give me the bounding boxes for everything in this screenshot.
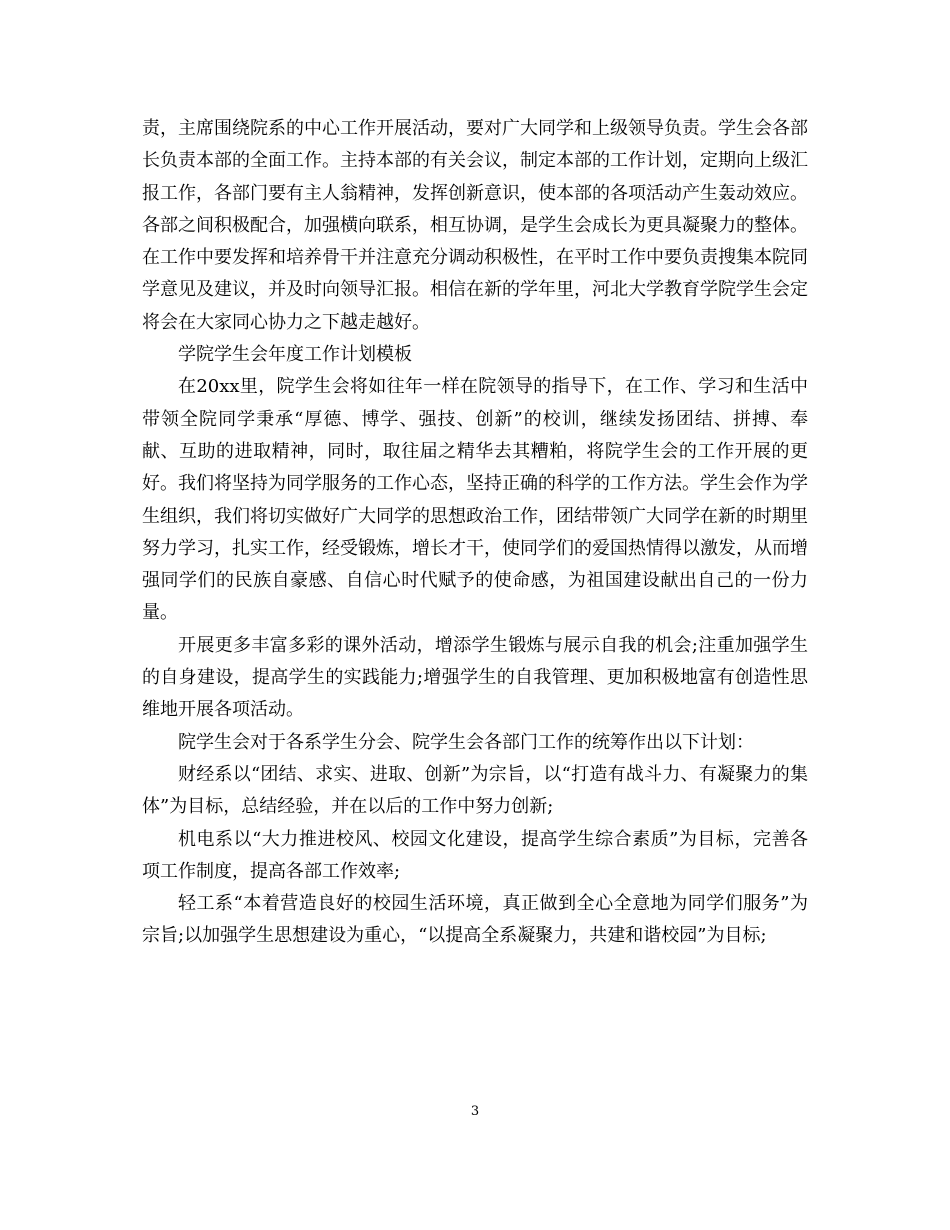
paragraph: 财经系以“团结、求实、进取、创新”为宗旨，以“打造有战斗力、有凝聚力的集体”为目标，总结经验，并在以后的工作中努力创新; (142, 763, 808, 818)
paragraph: 轻工系“本着营造良好的校园生活环境，真正做到全心全意地为同学们服务”为宗旨;以加强学生思想建设为重心，“以提高全系凝聚力，共建和谐校园”为目标; (142, 893, 808, 947)
page-number: 3 (470, 1104, 480, 1119)
paragraph: 机电系以“大力推进校风、校园文化建设，提高学生综合素质”为目标，完善各项工作制度，提高各部工作效率; (142, 828, 808, 882)
paragraph: 院学生会对于各系学生分会、院学生会各部门工作的统筹作出以下计划： (178, 731, 754, 753)
paragraph: 在20xx里，院学生会将如往年一样在院领导的指导下，在工作、学习和生活中带领全院同学秉承“厚德、博学、强技、创新”的校训，继续发扬团结、拼搏、奉献、互助的进取精神，同时，取往届之精华去其糟粕，将院学生会的工作开展的更好。我们将坚持为同学服务的工作心态，坚持正确的科学的工作方法。学生会作为学生组织，我们将切实做好广大同学的思想政治工作，团结带领广大同学在新的时期里努力学习，扎实工作，经受锻炼，增长才干，使同学们的爱国热情得以激发，从而增强同学们的民族自豪感、自信心时代赋予的使命感，为祖国建设献出自己的一份力量。 (142, 376, 808, 624)
paragraph: 开展更多丰富多彩的课外活动，增添学生锻炼与展示自我的机会;注重加强学生的自身建设，提高学生的实践能力;增强学生的自我管理、更加积极地富有创造性思维地开展各项活动。 (142, 634, 808, 721)
section-heading: 学院学生会年度工作计划模板 (178, 344, 412, 366)
document-body (142, 113, 808, 953)
paragraph-continuation: 责，主席围绕院系的中心工作开展活动，要对广大同学和上级领导负责。学生会各部长负责本部的全面工作。主持本部的有关会议，制定本部的工作计划，定期向上级汇报工作，各部门要有主人翁精神，发挥创新意识，使本部的各项活动产生轰动效应。各部之间积极配合，加强横向联系，相互协调，是学生会成长为更具凝聚力的整体。在工作中要发挥和培养骨干并注意充分调动积极性，在平时工作中要负责搜集本院同学意见及建议，并及时向领导汇报。相信在新的学年里，河北大学教育学院学生会定将会在大家同心协力之下越走越好。 (142, 118, 808, 333)
